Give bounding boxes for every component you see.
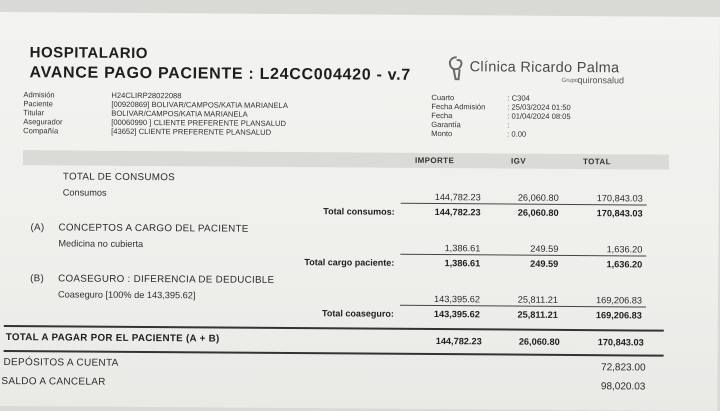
row-importe: 1,386.61: [444, 243, 481, 254]
subtotal-total: 1,636.20: [606, 259, 643, 270]
col-importe: IMPORTE: [414, 155, 455, 166]
section-coaseguro: COASEGURO : DIFERENCIA DE DEDUCIBLE: [58, 273, 275, 286]
org-name: HOSPITALARIO: [29, 44, 149, 63]
info-value: : 01/04/2024 08:05: [507, 111, 571, 121]
total-pagar-label: TOTAL A PAGAR POR EL PACIENTE (A + B): [5, 332, 220, 345]
info-value: [00920869] BOLIVAR/CAMPOS/KATIA MARIANELA: [111, 99, 288, 111]
info-left-values: [111, 91, 288, 137]
subtotal-igv: 249.59: [530, 258, 559, 269]
row-label: Medicina no cubierta: [58, 238, 144, 250]
info-label: Fecha: [431, 111, 453, 121]
subtotal-label: Total consumos:: [323, 206, 395, 217]
info-label: Monto: [431, 129, 453, 139]
row-importe: 144,782.23: [434, 192, 481, 203]
ricardo-palma-logo-icon: [446, 55, 468, 81]
total-pagar-igv: 26,060.80: [518, 336, 560, 347]
row-importe: 143,395.62: [433, 294, 481, 305]
logo-name: Clínica Ricardo Palma: [469, 59, 620, 77]
subtotal-igv: 26,060.80: [517, 207, 559, 218]
saldo-label: SALDO A CANCELAR: [1, 376, 106, 388]
info-value: : 25/03/2024 01:50: [507, 102, 571, 112]
subtotal-importe: 1,386.61: [444, 258, 481, 269]
info-value: [00060990 ] CLIENTE PREFERENTE PLANSALUD: [111, 117, 286, 128]
info-label: Asegurador: [23, 117, 63, 127]
saldo-value: 98,020.03: [600, 381, 646, 393]
total-pagar-total: 170,843.03: [597, 337, 644, 348]
row-igv: 249.59: [530, 243, 559, 254]
section-conceptos: CONCEPTOS A CARGO DEL PACIENTE: [58, 222, 249, 235]
row-label: Coaseguro [100% de 143,395.62]: [57, 289, 196, 301]
info-label: Paciente: [23, 99, 53, 109]
total-pagar-importe: 144,782.23: [435, 336, 482, 347]
info-value: : C304: [507, 93, 530, 103]
info-left-labels: [23, 90, 63, 135]
col-igv: IGV: [510, 156, 526, 166]
subtotal-importe: 143,395.62: [433, 309, 480, 320]
total-rule-top: [4, 325, 664, 332]
depositos-label: DEPÓSITOS A CUENTA: [3, 357, 119, 369]
info-value: H24CLIRP28022088: [111, 90, 182, 101]
row-total: 1,636.20: [606, 244, 643, 255]
info-label: Cuarto: [431, 93, 455, 103]
subtotal-importe: 144,782.23: [434, 207, 481, 218]
info-label: Compañía: [23, 126, 59, 136]
info-right-values: [507, 94, 571, 139]
subtotal-label: Total cargo paciente:: [304, 257, 395, 268]
subtotal-total: 170,843.03: [596, 208, 643, 219]
info-value: : 0.00: [507, 129, 527, 139]
info-label: Titular: [23, 108, 45, 118]
row-igv: 25,811.21: [517, 294, 559, 305]
logo-group: quironsalud: [577, 75, 625, 86]
column-header-band: [23, 150, 669, 170]
info-label: Admisión: [23, 90, 55, 100]
section-marker-b: (B): [30, 273, 45, 285]
logo-sub: Grupo: [561, 77, 579, 85]
total-rule-bottom: [4, 350, 664, 357]
info-label: Fecha Admisión: [431, 102, 486, 112]
row-total: 170,843.03: [596, 193, 643, 204]
row-igv: 26,060.80: [517, 192, 559, 203]
col-total: TOTAL: [582, 157, 611, 167]
depositos-value: 72,823.00: [600, 362, 646, 374]
info-value: BOLIVAR/CAMPOS/KATIA MARIANELA: [111, 108, 248, 119]
row-label: Consumos: [62, 187, 107, 198]
info-label: Garantía: [431, 120, 461, 130]
subtotal-igv: 25,811.21: [517, 309, 558, 320]
info-value: [43652] CLIENTE PREFERENTE PLANSALUD: [111, 126, 272, 137]
section-marker-a: (A): [30, 222, 45, 234]
info-value: :: [507, 120, 510, 130]
info-right-labels: [431, 93, 485, 138]
document-title: AVANCE PAGO PACIENTE : L24CC004420 - v.7: [29, 64, 411, 84]
section-consumos: TOTAL DE CONSUMOS: [62, 171, 176, 184]
subtotal-total: 169,206.83: [595, 310, 642, 321]
subtotal-label: Total coaseguro:: [322, 308, 394, 319]
document-page: [0, 12, 720, 411]
row-total: 169,206.83: [595, 295, 643, 306]
